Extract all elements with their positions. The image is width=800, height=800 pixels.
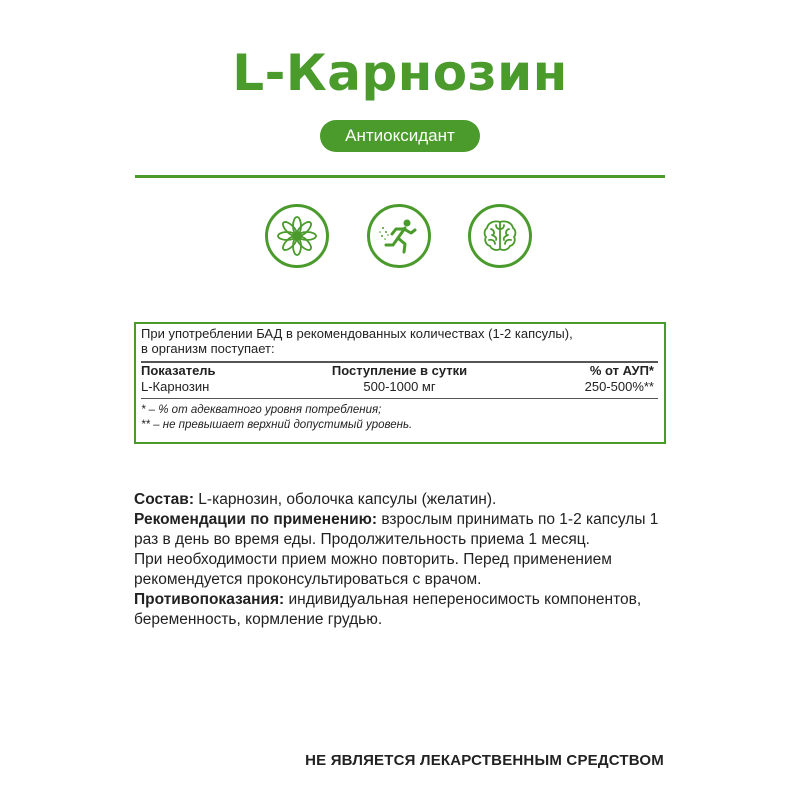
divider: [135, 175, 665, 178]
usage-paragraph: [134, 510, 674, 550]
usage-note: При необходимости прием можно повторить. Перед применением рекомендуется проконсультироваться с врачом.: [134, 551, 612, 588]
brain-icon: [468, 204, 532, 268]
footnotes: [141, 403, 658, 433]
header-percent-aup: % от АУП*: [589, 363, 654, 378]
usage-label: Рекомендации по применению:: [134, 511, 378, 528]
composition-paragraph: [134, 490, 674, 510]
row-indicator: L-Карнозин: [141, 379, 210, 394]
table-header-row: [141, 363, 658, 379]
header-indicator: Показатель: [141, 363, 216, 378]
nutrition-table: [141, 361, 658, 399]
disclaimer: НЕ ЯВЛЯЕТСЯ ЛЕКАРСТВЕННЫМ СРЕДСТВОМ: [305, 752, 664, 769]
info-intro-line1: При употреблении БАД в рекомендованных количествах (1-2 капсулы),: [141, 326, 573, 341]
contraindications-label: Противопоказания:: [134, 591, 285, 608]
category-badge: Антиоксидант: [320, 120, 480, 152]
contraindications-paragraph: [134, 590, 674, 630]
composition-text: L-карнозин, оболочка капсулы (желатин).: [193, 491, 497, 508]
runner-icon: [367, 204, 431, 268]
usage-text: взрослым принимать по 1-2 капсулы 1 раз в день во время еды. Продолжительность приема 1 месяц.: [134, 511, 659, 548]
info-intro-line2: в организм поступает:: [141, 341, 275, 356]
product-title: L-Карнозин: [232, 44, 568, 102]
composition-label: Состав:: [134, 491, 194, 508]
row-daily-intake: 500-1000 мг: [363, 379, 436, 394]
product-description: [134, 490, 674, 630]
header-daily-intake: Поступление в сутки: [331, 363, 468, 378]
footnote-2: ** – не превышает верхний допустимый уровень.: [141, 419, 413, 431]
table-row: [141, 379, 658, 395]
footnote-1: * – % от адекватного уровня потребления;: [141, 404, 382, 416]
benefit-icons: [0, 204, 800, 274]
flower-icon: [265, 204, 329, 268]
contraindications-text: индивидуальная непереносимость компонентов, беременность, кормление грудью.: [134, 591, 642, 628]
table-bottom-rule: [141, 398, 658, 399]
nutrition-info-box: [134, 322, 666, 444]
row-percent-aup: 250-500%**: [584, 379, 654, 394]
